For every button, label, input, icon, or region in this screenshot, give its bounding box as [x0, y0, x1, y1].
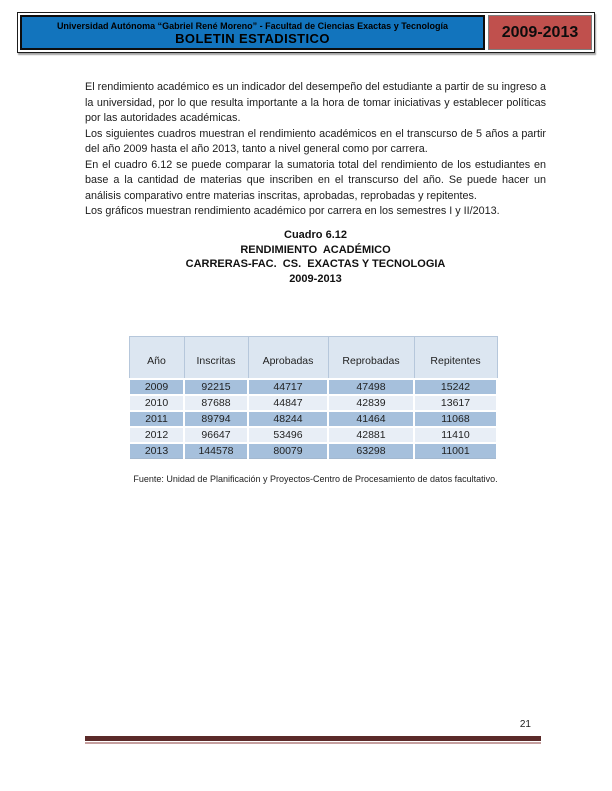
- table-cell: 87688: [184, 395, 248, 411]
- table-title: [85, 228, 546, 286]
- table-title-line: 2009-2013: [289, 272, 342, 285]
- table-cell: 2012: [129, 427, 184, 443]
- paragraph: El rendimiento académico es un indicador del desempeño del estudiante a partir de su ingreso a la universidad, por lo que resulta importante a la hora de tomar iniciativas y establecer políticas por las autoridades académicas.: [85, 81, 546, 124]
- table-row: [129, 427, 497, 443]
- table-header-cell: Inscritas: [184, 337, 248, 379]
- source-note: Fuente: Unidad de Planificación y Proyectos-Centro de Procesamiento de datos facultativo.: [133, 474, 498, 484]
- table-row: [129, 411, 497, 427]
- table-row: [129, 443, 497, 459]
- table-title-line: RENDIMIENTO ACADÉMICO: [240, 243, 391, 256]
- table-header-cell: Aprobadas: [248, 337, 328, 379]
- table-header-cell: Reprobadas: [328, 337, 414, 379]
- header-banner: [20, 15, 485, 50]
- table-cell: 11068: [414, 411, 497, 427]
- table-cell: 2009: [129, 379, 184, 395]
- table-cell: 144578: [184, 443, 248, 459]
- paragraph: Los siguientes cuadros muestran el rendimiento académicos en el transcurso de 5 años a partir del año 2009 hasta el año 2013, tanto a nivel general como por carrera.: [85, 127, 546, 155]
- table-cell: 2010: [129, 395, 184, 411]
- table-container: [128, 336, 498, 459]
- table-cell: 2013: [129, 443, 184, 459]
- footer-rule-thin: [85, 742, 541, 744]
- table-cell: 44847: [248, 395, 328, 411]
- table-row: [129, 395, 497, 411]
- rendimiento-table: [128, 336, 498, 459]
- paragraph: En el cuadro 6.12 se puede comparar la sumatoria total del rendimiento de los estudiantes en base a la cantidad de materias que inscriben en el transcurso del año. Se puede hacer un análisis comparativo entre materias inscritas, aprobadas, reprobadas y repitentes.: [85, 158, 546, 202]
- table-cell: 80079: [248, 443, 328, 459]
- table-cell: 41464: [328, 411, 414, 427]
- table-cell: 48244: [248, 411, 328, 427]
- table-row: [129, 379, 497, 395]
- table-cell: 96647: [184, 427, 248, 443]
- table-title-line: Cuadro 6.12: [284, 229, 347, 241]
- table-cell: 89794: [184, 411, 248, 427]
- table-cell: 15242: [414, 379, 497, 395]
- table-head: [129, 337, 497, 379]
- table-cell: 13617: [414, 395, 497, 411]
- table-title-line: CARRERAS-FAC. CS. EXACTAS Y TECNOLOGIA: [185, 258, 446, 271]
- table-cell: 11001: [414, 443, 497, 459]
- table-cell: 44717: [248, 379, 328, 395]
- table-header-cell: Repitentes: [414, 337, 497, 379]
- bulletin-title: BOLETIN ESTADISTICO: [175, 30, 330, 46]
- institution-title: Universidad Autónoma “Gabriel René Moreno” - Facultad de Ciencias Exactas y Tecnología: [56, 20, 449, 31]
- table-cell: 53496: [248, 427, 328, 443]
- table-cell: 63298: [328, 443, 414, 459]
- table-cell: 47498: [328, 379, 414, 395]
- document-header: [17, 12, 595, 53]
- paragraph: Los gráficos muestran rendimiento académico por carrera en los semestres I y II/2013.: [85, 205, 500, 217]
- table-header-row: [129, 337, 497, 379]
- footer-rule: [85, 736, 541, 744]
- table-cell: 42881: [328, 427, 414, 443]
- table-cell: 2011: [129, 411, 184, 427]
- table-header-cell: Año: [129, 337, 184, 379]
- body-text: [85, 80, 546, 220]
- table-cell: 42839: [328, 395, 414, 411]
- page-number: 21: [519, 719, 531, 730]
- table-body: [129, 379, 497, 459]
- table-cell: 11410: [414, 427, 497, 443]
- period-badge: 2009-2013: [488, 15, 592, 50]
- table-cell: 92215: [184, 379, 248, 395]
